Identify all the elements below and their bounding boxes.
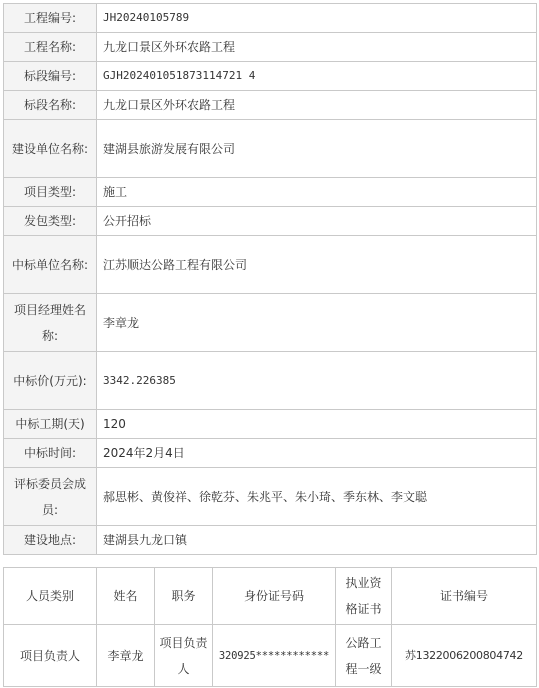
manager-label: 项目经理姓名称: <box>4 294 97 352</box>
person-position: 项目负责人 <box>155 625 213 687</box>
award-date-label: 中标时间: <box>4 439 97 468</box>
row-project-name <box>4 33 537 62</box>
price-value: 3342.226385 <box>97 352 537 410</box>
location-label: 建设地点: <box>4 526 97 555</box>
section-no-value: GJH202401051873114721 4 <box>97 62 537 91</box>
project-name-label: 工程名称: <box>4 33 97 62</box>
personnel-table <box>3 567 537 687</box>
row-section-no <box>4 62 537 91</box>
project-no-label: 工程编号: <box>4 4 97 33</box>
header-qualification: 执业资格证书 <box>336 568 392 625</box>
header-category: 人员类别 <box>4 568 97 625</box>
section-name-label: 标段名称: <box>4 91 97 120</box>
row-section-name <box>4 91 537 120</box>
project-no-value: JH20240105789 <box>97 4 537 33</box>
winner-value: 江苏顺达公路工程有限公司 <box>97 236 537 294</box>
row-duration <box>4 410 537 439</box>
person-qualification: 公路工程一级 <box>336 625 392 687</box>
duration-value: 120 <box>97 410 537 439</box>
contract-type-value: 公开招标 <box>97 207 537 236</box>
row-project-no <box>4 4 537 33</box>
row-location <box>4 526 537 555</box>
person-category: 项目负责人 <box>4 625 97 687</box>
builder-value: 建湖县旅游发展有限公司 <box>97 120 537 178</box>
committee-value: 郝思彬、黄俊祥、徐乾芬、朱兆平、朱小琦、季东林、李文聪 <box>97 468 537 526</box>
project-type-label: 项目类型: <box>4 178 97 207</box>
person-id-number: 320925************ <box>213 625 336 687</box>
section-name-value: 九龙口景区外环农路工程 <box>97 91 537 120</box>
duration-label: 中标工期(天) <box>4 410 97 439</box>
row-project-type <box>4 178 537 207</box>
person-name: 李章龙 <box>97 625 155 687</box>
committee-label: 评标委员会成员: <box>4 468 97 526</box>
award-date-value: 2024年2月4日 <box>97 439 537 468</box>
builder-label: 建设单位名称: <box>4 120 97 178</box>
project-type-value: 施工 <box>97 178 537 207</box>
person-cert-number: 苏1322006200804742 <box>392 625 537 687</box>
header-name: 姓名 <box>97 568 155 625</box>
personnel-header-row <box>4 568 537 625</box>
row-contract-type <box>4 207 537 236</box>
row-builder <box>4 120 537 178</box>
row-award-date <box>4 439 537 468</box>
row-winner <box>4 236 537 294</box>
row-price <box>4 352 537 410</box>
header-position: 职务 <box>155 568 213 625</box>
winner-label: 中标单位名称: <box>4 236 97 294</box>
row-committee <box>4 468 537 526</box>
location-value: 建湖县九龙口镇 <box>97 526 537 555</box>
manager-value: 李章龙 <box>97 294 537 352</box>
section-no-label: 标段编号: <box>4 62 97 91</box>
project-name-value: 九龙口景区外环农路工程 <box>97 33 537 62</box>
project-info-table <box>3 3 537 555</box>
contract-type-label: 发包类型: <box>4 207 97 236</box>
table-row <box>4 625 537 687</box>
row-manager <box>4 294 537 352</box>
price-label: 中标价(万元): <box>4 352 97 410</box>
header-id-number: 身份证号码 <box>213 568 336 625</box>
header-cert-number: 证书编号 <box>392 568 537 625</box>
